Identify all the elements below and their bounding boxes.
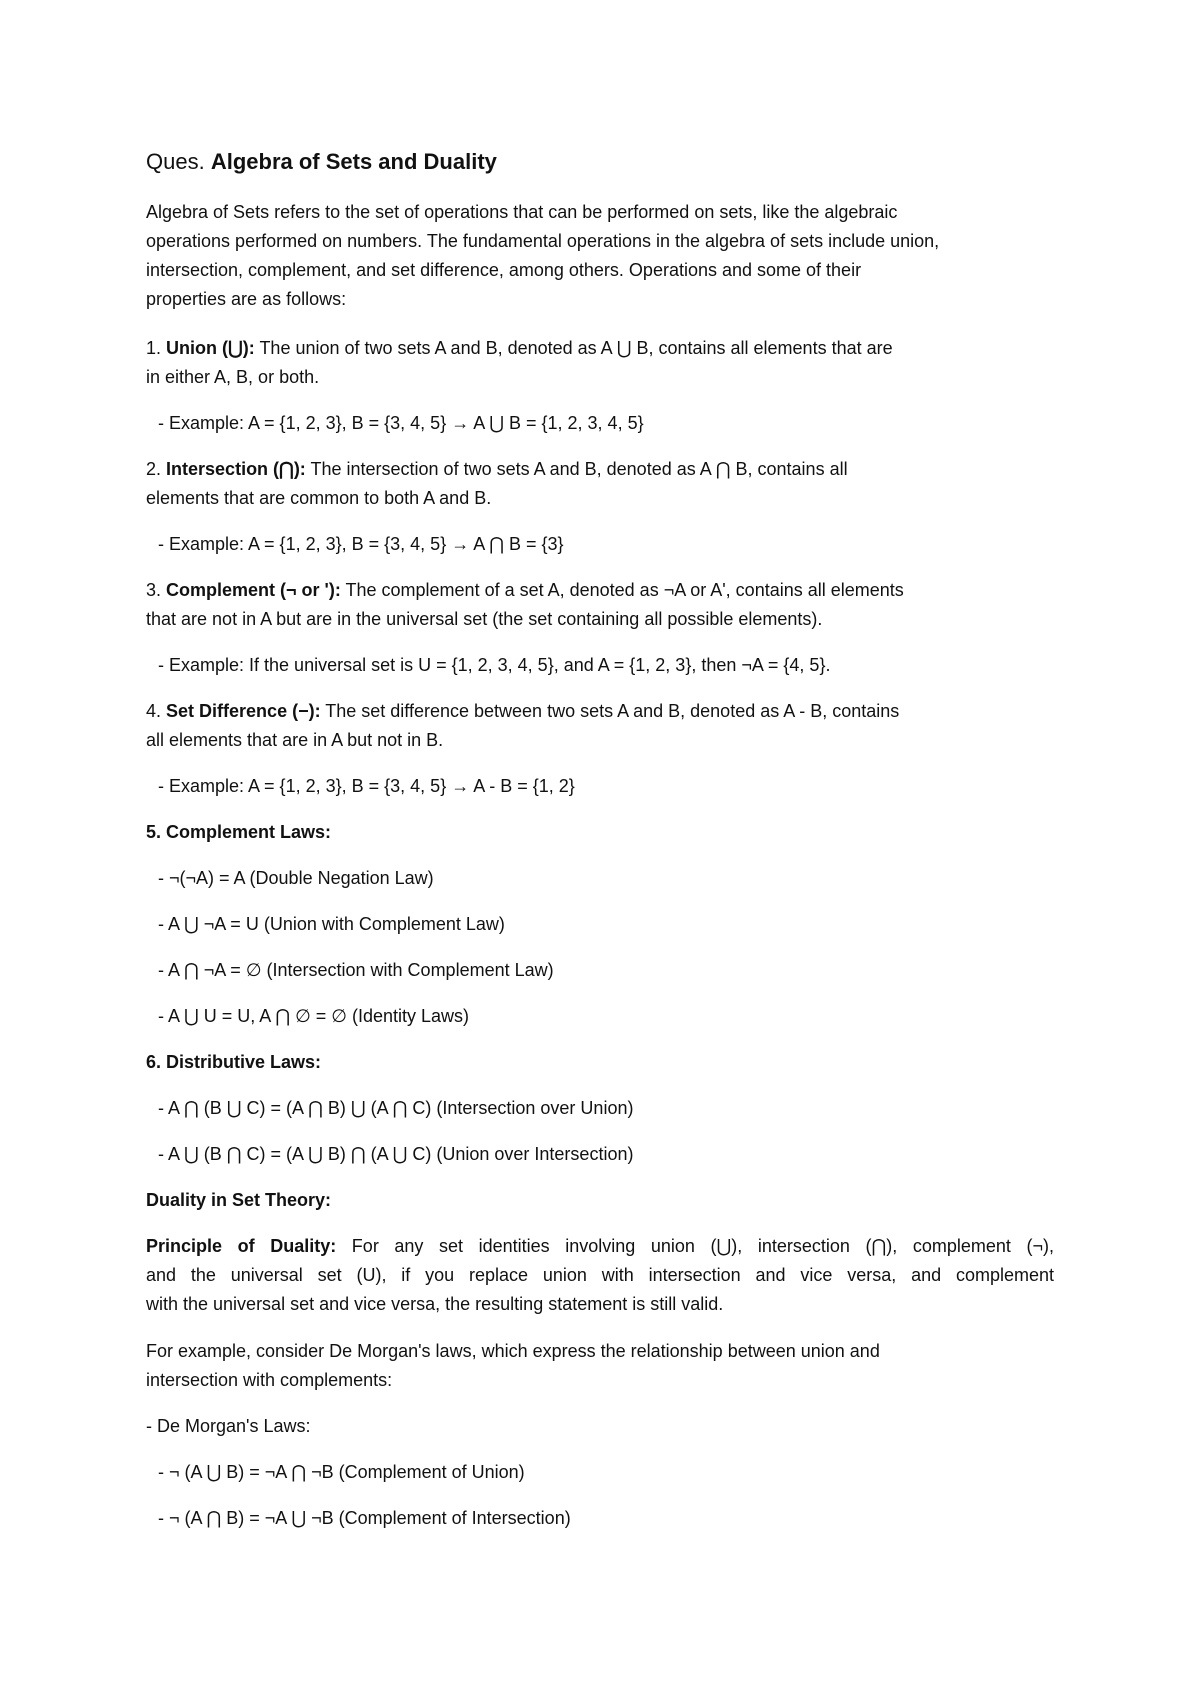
law-item: - A ⋂ (B ⋃ C) = (A ⋂ B) ⋃ (A ⋂ C) (Intersection over Union) (158, 1098, 634, 1118)
law-item: - A ⋂ ¬A = ∅ (Intersection with Complement Law) (158, 960, 554, 980)
title-text: Algebra of Sets and Duality (210, 149, 497, 174)
intro-line: intersection, complement, and set difference, among others. Operations and some of their (146, 260, 862, 280)
duality-heading: Duality in Set Theory: (146, 1190, 332, 1210)
section-heading: Set Difference (−): (166, 701, 321, 721)
de-morgan-intro: For example, consider De Morgan's laws, which express the relationship between union and (146, 1341, 880, 1361)
de-morgan-law: - ¬ (A ⋂ B) = ¬A ⋃ ¬B (Complement of Intersection) (158, 1508, 571, 1528)
title-prefix: Ques. (146, 149, 205, 174)
section-number: 2. (146, 459, 162, 479)
section-number: 4. (146, 701, 162, 721)
principle-heading: Principle of Duality: (146, 1236, 337, 1256)
set-difference-definition-cont: all elements that are in A but not in B. (146, 730, 444, 750)
law-item: - A ⋃ ¬A = U (Union with Complement Law) (158, 914, 505, 934)
intro-line: properties are as follows: (146, 289, 347, 309)
principle-of-duality: Principle of Duality: For any set identities involving union (⋃), intersection (⋂), complement (¬), (146, 1236, 1054, 1256)
complement-definition-cont: that are not in A but are in the universal set (the set containing all possible elements). (146, 609, 823, 629)
intersection-definition-cont: elements that are common to both A and B. (146, 488, 492, 508)
section-number: 1. (146, 338, 162, 358)
section-heading: Intersection (⋂): (166, 459, 306, 479)
section-number: 3. (146, 580, 162, 600)
union-definition-cont: in either A, B, or both. (146, 367, 320, 387)
de-morgan-heading: - De Morgan's Laws: (146, 1416, 311, 1436)
law-item: - A ⋃ (B ⋂ C) = (A ⋃ B) ⋂ (A ⋃ C) (Union over Intersection) (158, 1144, 634, 1164)
intro-line: Algebra of Sets refers to the set of operations that can be performed on sets, like the algebraic (146, 202, 898, 222)
section-heading: Union (⋃): (166, 338, 255, 358)
complement-laws-heading: 5. Complement Laws: (146, 822, 332, 842)
complement-definition: 3. Complement (¬ or '): The complement of a set A, denoted as ¬A or A', contains all elements (146, 580, 904, 600)
page-title (146, 148, 497, 176)
set-difference-example: - Example: A = {1, 2, 3}, B = {3, 4, 5} → A - B = {1, 2} (158, 776, 575, 796)
principle-of-duality-cont: with the universal set and vice versa, the resulting statement is still valid. (146, 1294, 724, 1314)
union-example: - Example: A = {1, 2, 3}, B = {3, 4, 5} → A ⋃ B = {1, 2, 3, 4, 5} (158, 413, 644, 433)
set-difference-definition: 4. Set Difference (−): The set difference between two sets A and B, denoted as A - B, contains (146, 701, 900, 721)
intersection-example: - Example: A = {1, 2, 3}, B = {3, 4, 5} → A ⋂ B = {3} (158, 534, 564, 554)
principle-of-duality-cont: and the universal set (U), if you replace union with intersection and vice versa, and complement (146, 1265, 1054, 1285)
de-morgan-intro-cont: intersection with complements: (146, 1370, 393, 1390)
law-item: - A ⋃ U = U, A ⋂ ∅ = ∅ (Identity Laws) (158, 1006, 470, 1026)
law-item: - ¬(¬A) = A (Double Negation Law) (158, 868, 434, 888)
union-definition: 1. Union (⋃): The union of two sets A and B, denoted as A ⋃ B, contains all elements that are (146, 338, 893, 358)
intersection-definition: 2. Intersection (⋂): The intersection of two sets A and B, denoted as A ⋂ B, contains all (146, 459, 848, 479)
intro-line: operations performed on numbers. The fundamental operations in the algebra of sets include union, (146, 231, 940, 251)
distributive-laws-heading: 6. Distributive Laws: (146, 1052, 322, 1072)
complement-example: - Example: If the universal set is U = {1, 2, 3, 4, 5}, and A = {1, 2, 3}, then ¬A = {4, 5}. (158, 655, 831, 675)
de-morgan-law: - ¬ (A ⋃ B) = ¬A ⋂ ¬B (Complement of Union) (158, 1462, 525, 1482)
section-heading: Complement (¬ or '): (166, 580, 341, 600)
